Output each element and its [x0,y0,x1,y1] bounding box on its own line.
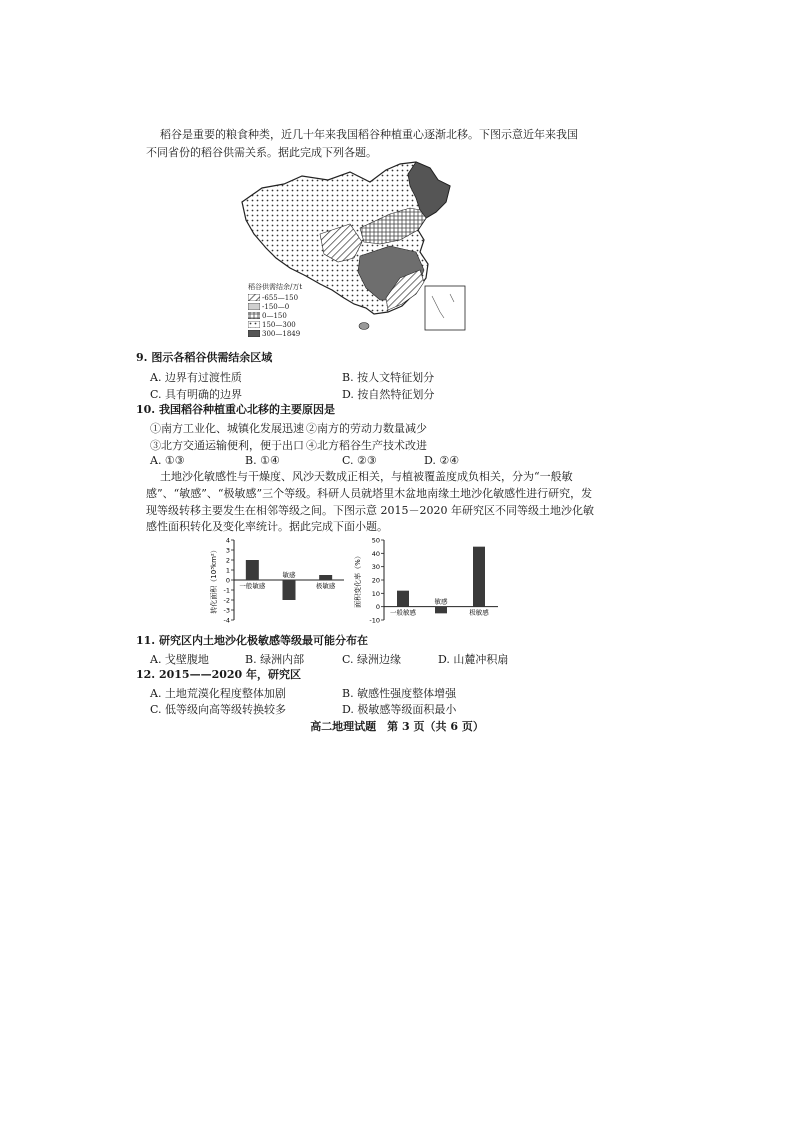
chart2-bar-0 [397,591,409,607]
page-footer: 高二地理试题 第 3 页（共 6 页） [310,720,484,733]
chart1-ytick-label: 4 [225,536,230,545]
legend-title: 稻谷供需结余/万t [248,283,303,291]
chart1-ytick-label: 3 [225,546,230,555]
chart2-ytick-label: 30 [371,563,380,572]
q12-option-c[interactable]: C. 低等级向高等级转换较多 [150,703,287,716]
chart1-ytick-label: 1 [225,566,230,575]
q9-stem: 9. 图示各稻谷供需结余区域 [136,351,273,364]
q10-statement-1: ①南方工业化、城镇化发展迅速 [150,422,304,435]
chart2-ytick-label: -10 [369,616,380,625]
chart1-svg [208,532,348,632]
chart2-bar-1 [435,607,447,614]
chart1-category-label-2: 极敏感 [315,582,336,590]
q11-stem: 11. 研究区内土地沙化极敏感等级最可能分布在 [136,634,368,647]
chart-area-change-rate [352,532,502,632]
chart1-bar-2 [319,575,332,580]
q9-option-b[interactable]: B. 按人文特征划分 [342,371,435,384]
south-sea-inset [425,286,465,330]
chart2-ylabel: 面积变化率（%） [354,552,362,608]
q10-statement-3: ③北方交通运输便利，便于出口 [150,439,304,452]
chart2-category-label-2: 极敏感 [469,608,489,617]
q9-option-d[interactable]: D. 按自然特征划分 [342,388,435,401]
chart2-ytick-label: 0 [375,603,380,612]
intro2-line3: 现等级转移主要发生在相邻等级之间。下图示意 2015－2020 年研究区不同等级土地沙化敏 [146,504,594,517]
chart1-ytick-label: -4 [223,616,230,625]
chart2-svg [352,532,502,632]
legend-item-3: 0—150 [248,311,302,320]
intro2-line4: 感性面积转化及变化率统计。据此完成下面小题。 [146,520,388,533]
intro2-line2: 感”、“敏感”、“极敏感”三个等级。科研人员就塔里木盆地南缘土地沙化敏感性进行研究，发 [146,487,593,500]
chart1-ytick-label: 2 [225,556,230,565]
q10-option-b[interactable]: B. ①④ [245,454,280,467]
chart1-bar-1 [283,580,296,600]
chart2-bar-2 [473,547,485,607]
q11-option-a[interactable]: A. 戈壁腹地 [150,653,209,666]
q10-stem: 10. 我国稻谷种植重心北移的主要原因是 [136,403,335,416]
chart-conversion-area [208,532,348,632]
chart2-ytick-label: 40 [371,549,380,558]
q10-statement-2: ②南方的劳动力数量减少 [306,422,427,435]
q12-option-b[interactable]: B. 敏感性强度整体增强 [342,687,457,700]
intro1-line1: 稻谷是重要的粮食种类，近几十年来我国稻谷种植重心逐渐北移。下图示意近年来我国 [160,128,578,141]
chart1-category-label-1: 敏感 [282,571,296,579]
q12-option-d[interactable]: D. 极敏感等级面积最小 [342,703,457,716]
chart1-ylabel: 转化面积（10³km²） [210,546,218,614]
legend-item-1: -655—150 [248,293,302,302]
q12-option-a[interactable]: A. 土地荒漠化程度整体加剧 [150,687,286,700]
q11-option-d[interactable]: D. 山麓冲积扇 [438,653,509,666]
chart1-ytick-label: 0 [225,576,230,585]
legend-item-5: 300—1849 [248,329,302,338]
chart1-bar-0 [246,560,259,580]
intro2-line1: 土地沙化敏感性与干燥度、风沙天数成正相关，与植被覆盖度成负相关，分为“一般敏 [160,470,573,483]
q11-option-b[interactable]: B. 绿洲内部 [245,653,305,666]
chart2-ytick-label: 50 [371,536,380,545]
q10-option-d[interactable]: D. ②④ [424,454,460,467]
intro1-line2: 不同省份的稻谷供需关系。据此完成下列各题。 [146,146,377,159]
chart2-ytick-label: 20 [371,576,380,585]
q12-stem: 12. 2015——2020 年，研究区 [136,668,302,681]
chart2-category-label-1: 敏感 [434,597,448,606]
map-legend [248,283,302,338]
chart2-category-label-0: 一般敏感 [390,608,416,617]
chart1-ytick-label: -1 [223,586,230,595]
q9-option-a[interactable]: A. 边界有过渡性质 [150,371,242,384]
chart1-category-label-0: 一般敏感 [239,582,266,590]
q10-statement-4: ④北方稻谷生产技术改进 [306,439,427,452]
q11-option-c[interactable]: C. 绿洲边缘 [342,653,402,666]
region-hainan [359,323,369,330]
chart1-ytick-label: -2 [223,596,230,605]
chart2-ytick-label: 10 [371,589,380,598]
legend-item-2: -150—0 [248,302,302,311]
chart1-ytick-label: -3 [223,606,230,615]
q10-option-c[interactable]: C. ②③ [342,454,377,467]
q10-option-a[interactable]: A. ①③ [150,454,185,467]
legend-item-4: 150—300 [248,320,302,329]
q9-option-c[interactable]: C. 具有明确的边界 [150,388,243,401]
